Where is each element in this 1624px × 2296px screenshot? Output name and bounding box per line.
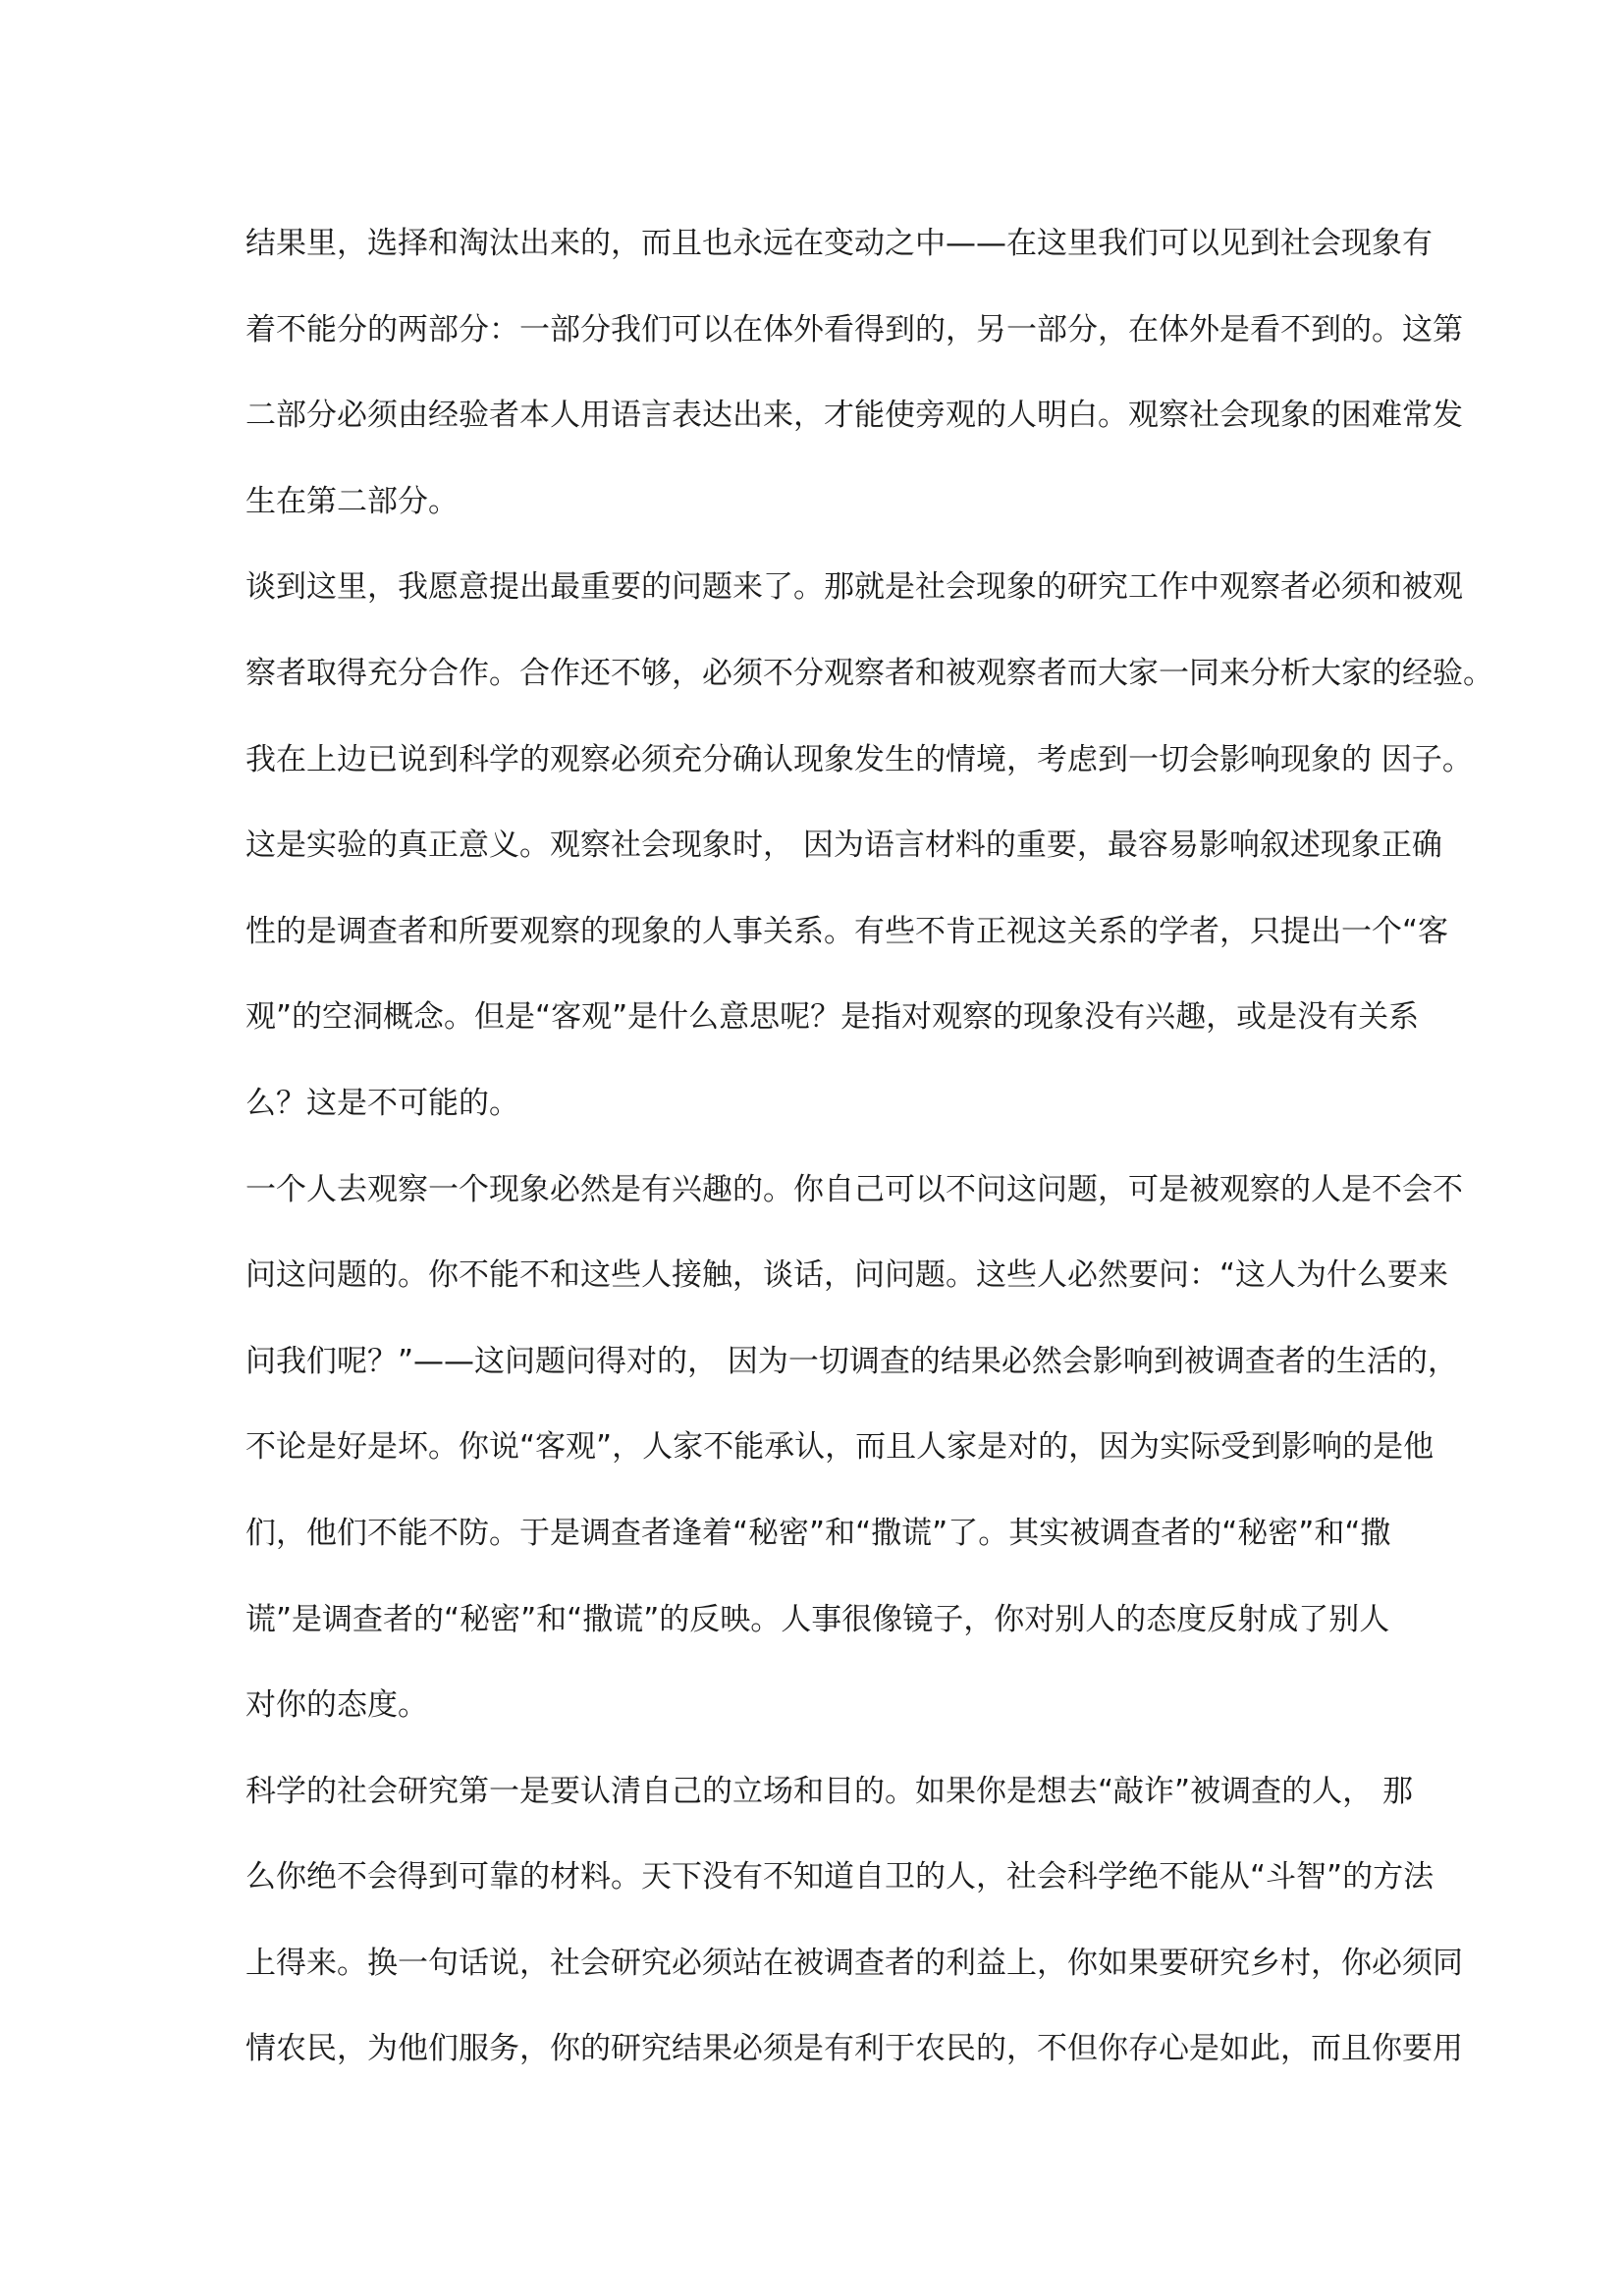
text-line: 这是实验的真正意义。观察社会现象时， 因为语言材料的重要，最容易影响叙述现象正确 (245, 828, 1442, 864)
text-line: 观”的空洞概念。但是“客观”是什么意思呢？是指对观察的现象没有兴趣，或是没有关系 (245, 999, 1420, 1036)
text-line: 科学的社会研究第一是要认清自己的立场和目的。如果你是想去“敲诈”被调查的人， 那 (245, 1773, 1413, 1809)
text-line: 情农民，为他们服务，你的研究结果必须是有利于农民的，不但你存心是如此，而且你要用 (245, 2031, 1463, 2067)
text-line: 生在第二部分。 (245, 483, 459, 519)
text-line: 性的是调查者和所要观察的现象的人事关系。有些不肯正视这关系的学者，只提出一个“客 (245, 913, 1449, 949)
text-line: 一个人去观察一个现象必然是有兴趣的。你自己可以不问这问题，可是被观察的人是不会不 (245, 1171, 1463, 1207)
text-line: 察者取得充分合作。合作还不够，必须不分观察者和被观察者而大家一同来分析大家的经验。 (245, 655, 1493, 691)
text-line: 问这问题的。你不能不和这些人接触，谈话，问问题。这些人必然要问：“这人为什么要来 (245, 1257, 1449, 1294)
text-line: 二部分必须由经验者本人用语言表达出来，才能使旁观的人明白。观察社会现象的困难常发 (245, 398, 1463, 434)
text-line: 谈到这里，我愿意提出最重要的问题来了。那就是社会现象的研究工作中观察者必须和被观 (245, 569, 1463, 606)
text-line: 么你绝不会得到可靠的材料。天下没有不知道自卫的人，社会科学绝不能从“斗智”的方法 (245, 1859, 1435, 1896)
body-text (245, 218, 1493, 2109)
text-line: 我在上边已说到科学的观察必须充分确认现象发生的情境，考虑到一切会影响现象的 因子。 (245, 741, 1473, 777)
text-line: 么？这是不可能的。 (245, 1085, 519, 1121)
text-line: 着不能分的两部分：一部分我们可以在体外看得到的，另一部分，在体外是看不到的。这第 (245, 311, 1463, 347)
text-line: 不论是好是坏。你说“客观”，人家不能承认，而且人家是对的，因为实际受到影响的是他 (245, 1429, 1435, 1466)
text-line: 们，他们不能不防。于是调查者逢着“秘密”和“撒谎”了。其实被调查者的“秘密”和“撒 (245, 1515, 1391, 1551)
text-line: 对你的态度。 (245, 1687, 428, 1724)
text-line: 问我们呢？”——这问题问得对的， 因为一切调查的结果必然会影响到被调查者的生活的， (245, 1343, 1458, 1379)
text-line: 结果里，选择和淘汰出来的，而且也永远在变动之中——在这里我们可以见到社会现象有 (245, 226, 1433, 261)
text-line: 上得来。换一句话说，社会研究必须站在被调查者的利益上，你如果要研究乡村，你必须同 (245, 1945, 1463, 1981)
text-line: 谎”是调查者的“秘密”和“撒谎”的反映。人事很像镜子，你对别人的态度反射成了别人 (245, 1601, 1390, 1637)
